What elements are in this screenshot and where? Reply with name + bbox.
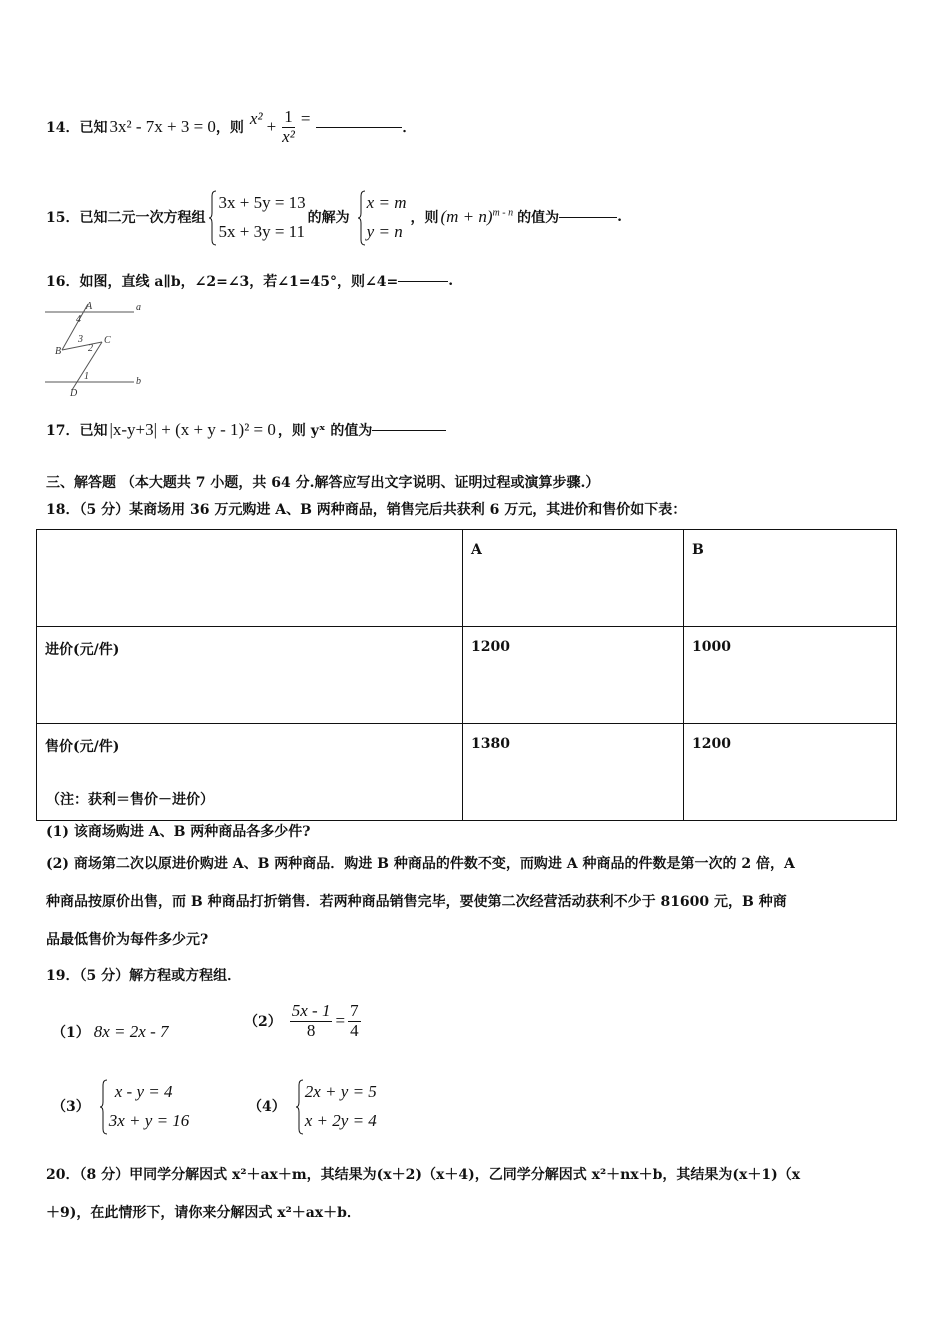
q15-sol2: y = n xyxy=(366,222,403,241)
q17-label: 17．已知 xyxy=(46,423,108,439)
table-header-row xyxy=(37,530,897,627)
price-table xyxy=(36,529,897,821)
q15-eq2: 5x + 3y = 11 xyxy=(218,222,306,241)
q14-frac-num: 1 xyxy=(284,106,293,126)
q19-p3-eq1: x - y = 4 xyxy=(114,1082,173,1101)
q19-p4-label: （4） xyxy=(248,1099,286,1115)
table-cell: 1200 xyxy=(463,627,684,724)
q19-p2-rden: 4 xyxy=(350,1020,359,1040)
angle-4: 4 xyxy=(76,314,81,325)
q15-exp: m - n xyxy=(492,207,514,219)
question-16 xyxy=(46,271,453,291)
q15-sol1: x = m xyxy=(366,193,407,212)
table-cell: 1380 xyxy=(463,724,684,821)
question-18-intro: 18．（5 分）某商场用 36 万元购进 A、B 两种商品，销售完后共获利 6 万元，其进价和售价如下表： xyxy=(46,502,687,518)
q14-then: ，则 xyxy=(215,120,244,136)
q19-p2-rnum: 7 xyxy=(350,1000,359,1020)
q20-line: 20．（8 分）甲同学分解因式 x²＋ax＋m，其结果为(x＋2)（x＋4)，乙同学分解因式 x²＋nx＋b，其结果为(x＋1)（x xyxy=(46,1167,801,1183)
label-A: A xyxy=(86,301,93,312)
q14-plus: + xyxy=(266,117,277,136)
q15-solution xyxy=(358,188,407,246)
q16-text: 16．如图，直线 a∥b，∠2=∠3，若∠1=45°，则∠4= xyxy=(46,274,399,290)
segment-CD xyxy=(72,342,102,390)
q14-frac-den: x² xyxy=(282,126,295,146)
q19-p3-label: （3） xyxy=(52,1099,90,1115)
q19-p2-eq: = xyxy=(335,1011,346,1030)
section-3-heading: 三、解答题 （本大题共 7 小题，共 64 分.解答应写出文字说明、证明过程或演算步骤.） xyxy=(46,475,600,491)
angle-2: 2 xyxy=(88,343,93,354)
question-17 xyxy=(46,417,446,443)
segment-AB xyxy=(62,304,88,350)
q16-end: . xyxy=(448,273,454,289)
q14-fraction xyxy=(280,108,297,146)
q14-answer-blank[interactable] xyxy=(316,127,402,128)
q19-part4 xyxy=(248,1076,377,1136)
question-14 xyxy=(46,104,416,150)
q19-p2-left-frac xyxy=(290,1002,333,1040)
q18-part2-line: 种商品按原价出售，而 B 种商品打折销售．若两种商品销售完毕，要使第二次经营活动获利不少于 81600 元，B 种商 xyxy=(46,894,787,910)
table-header-cell: A xyxy=(463,530,684,627)
q16-answer-blank[interactable] xyxy=(398,281,448,282)
q18-part2-line: 品最低售价为每件多少元? xyxy=(46,932,209,948)
q18-note: （注：获利＝售价－进价） xyxy=(46,792,214,808)
q14-label: 14．已知 xyxy=(46,120,108,136)
table-cell: 进价(元/件) xyxy=(37,627,463,724)
table-cell: 售价(元/件) xyxy=(37,724,463,821)
q19-p2-den: 8 xyxy=(306,1020,316,1040)
table-header-cell: B xyxy=(684,530,897,627)
q15-then: ，则 xyxy=(410,210,439,226)
q19-p3-system xyxy=(100,1077,190,1135)
angle-3: 3 xyxy=(78,334,83,345)
question-15 xyxy=(46,186,622,248)
q19-part3 xyxy=(52,1076,189,1136)
q14-equals: = xyxy=(300,109,311,128)
q15-expr: (m + n) xyxy=(440,207,493,226)
q15-end-text: 的值为 xyxy=(517,210,560,226)
label-C: C xyxy=(104,335,111,346)
q15-label: 15．已知二元一次方程组 xyxy=(46,210,206,226)
q15-system xyxy=(209,188,305,246)
table-cell: 1000 xyxy=(684,627,897,724)
table-cell: 1200 xyxy=(684,724,897,821)
q17-then: ，则 yˣ 的值为 xyxy=(277,423,373,439)
q19-part2 xyxy=(244,994,361,1048)
q15-mid: 的解为 xyxy=(307,210,350,226)
q20-line: ＋9)，在此情形下，请你来分解因式 x²＋ax＋b． xyxy=(46,1205,361,1221)
table-header-cell xyxy=(37,530,463,627)
q19-p1-label: （1） xyxy=(52,1025,90,1041)
label-a: a xyxy=(136,302,141,313)
angle-1: 1 xyxy=(84,371,89,382)
q16-figure xyxy=(42,298,152,398)
q19-p2-num: 5x - 1 xyxy=(291,1000,331,1020)
q19-p4-eq2: x + 2y = 4 xyxy=(304,1111,377,1130)
q18-part2 xyxy=(46,845,916,959)
q19-p1-eq: 8x = 2x - 7 xyxy=(93,1022,169,1041)
question-19-intro: 19．（5 分）解方程或方程组． xyxy=(46,968,242,984)
q18-part2-line: (2) 商场第二次以原进价购进 A、B 两种商品．购进 B 种商品的件数不变，而购进 A 种商品的件数是第一次的 2 倍，A xyxy=(46,856,795,872)
q15-end: . xyxy=(617,209,622,225)
q14-end: ． xyxy=(402,120,417,136)
table-row xyxy=(37,627,897,724)
q19-p3-eq2: 3x + y = 16 xyxy=(108,1111,190,1130)
q15-answer-blank[interactable] xyxy=(559,217,617,218)
q14-equation: 3x² - 7x + 3 = 0 xyxy=(109,117,216,136)
label-D: D xyxy=(70,388,78,398)
q19-p4-eq1: 2x + y = 5 xyxy=(304,1082,377,1101)
label-b: b xyxy=(136,376,141,387)
q19-p2-right-frac xyxy=(348,1002,361,1040)
q17-answer-blank[interactable] xyxy=(372,430,446,431)
q19-p4-system xyxy=(296,1077,377,1135)
q15-eq1: 3x + 5y = 13 xyxy=(218,193,306,212)
q19-p2-label: （2） xyxy=(244,1014,282,1030)
q17-expr: |x-y+3| + (x + y - 1)² = 0 xyxy=(109,420,276,439)
q19-part1 xyxy=(52,1022,168,1042)
label-B: B xyxy=(55,346,62,357)
question-20 xyxy=(46,1156,916,1232)
q18-part1: (1) 该商场购进 A、B 两种商品各多少件? xyxy=(46,824,311,840)
q14-x2: x² xyxy=(249,109,263,128)
